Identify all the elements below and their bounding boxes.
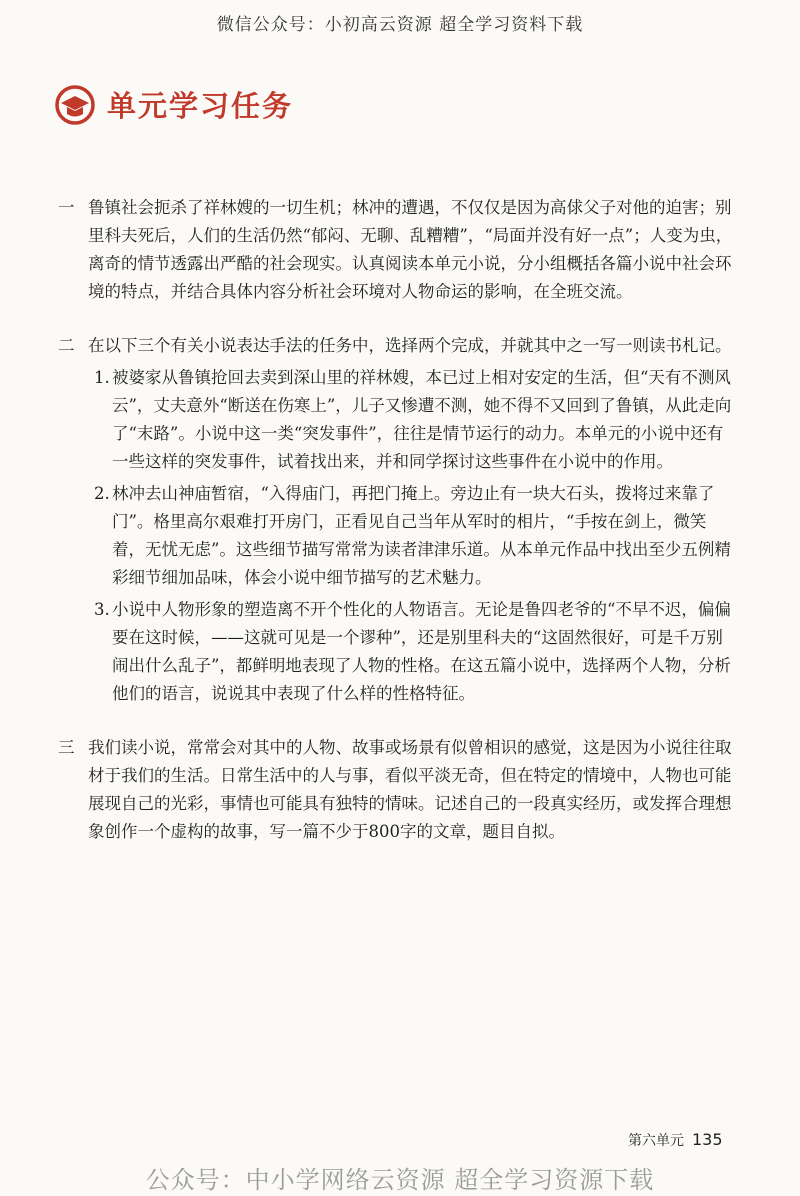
task-item	[58, 734, 738, 846]
task-list	[58, 194, 738, 872]
subtask-number: 1.	[94, 368, 110, 387]
graduation-cap-icon	[55, 85, 95, 125]
task-item	[58, 332, 738, 708]
subtask-item	[94, 364, 738, 476]
task-text: 在以下三个有关小说表达手法的任务中，选择两个完成，并就其中之一写一则读书札记。	[88, 336, 732, 355]
subtask-list	[88, 364, 738, 708]
subtask-number: 3.	[94, 600, 110, 619]
unit-label: 第六单元	[628, 1133, 684, 1149]
task-text: 鲁镇社会扼杀了祥林嫂的一切生机；林冲的遭遇，不仅仅是因为高俅父子对他的迫害；别里科夫死后，人们的生活仍然“郁闷、无聊、乱糟糟”，“局面并没有好一点”；人变为虫，离奇的情节透露出严酷的社会现实。认真阅读本单元小说，分小组概括各篇小说中社会环境的特点，并结合具体内容分析社会环境对人物命运的影响，在全班交流。	[88, 198, 733, 301]
bottom-watermark-banner: 公众号：中小学网络云资源 超全学习资源下载	[145, 1166, 655, 1194]
subtask-text: 小说中人物形象的塑造离不开个性化的人物语言。无论是鲁四老爷的“不早不迟，偏偏要在这时候，——这就可见是一个谬种”，还是别里科夫的“这固然很好，可是千万别闹出什么乱子”，都鲜明地表现了人物的性格。在这五篇小说中，选择两个人物，分析他们的语言，说说其中表现了什么样的性格特征。	[112, 600, 731, 703]
subtask-item	[94, 596, 738, 708]
task-marker: 一	[58, 198, 75, 217]
task-item	[58, 194, 738, 306]
top-watermark-banner: 微信公众号：小初高云资源 超全学习资料下载	[216, 15, 584, 35]
task-text: 我们读小说，常常会对其中的人物、故事或场景有似曾相识的感觉，这是因为小说往往取材于我们的生活。日常生活中的人与事，看似平淡无奇，但在特定的情境中，人物也可能展现自己的光彩，事情也可能具有独特的情味。记述自己的一段真实经历，或发挥合理想象创作一个虚构的故事，写一篇不少于800字的文章，题目自拟。	[88, 738, 732, 841]
page-number: 135	[692, 1130, 723, 1149]
section-title: 单元学习任务	[107, 89, 294, 123]
page-footer	[628, 1130, 723, 1150]
task-marker: 二	[58, 336, 75, 355]
section-heading	[55, 84, 293, 125]
subtask-item	[94, 480, 738, 592]
subtask-text: 林冲去山神庙暂宿，“入得庙门，再把门掩上。旁边止有一块大石头，拨将过来靠了门”。格里高尔艰难打开房门，正看见自己当年从军时的相片，“手按在剑上，微笑着，无忧无虑”。这些细节描写常常为读者津津乐道。从本单元作品中找出至少五例精彩细节细加品味，体会小说中细节描写的艺术魅力。	[112, 484, 731, 587]
task-marker: 三	[58, 738, 75, 757]
subtask-text: 被婆家从鲁镇抢回去卖到深山里的祥林嫂，本已过上相对安定的生活，但“天有不测风云”，丈夫意外“断送在伤寒上”，儿子又惨遭不测，她不得不又回到了鲁镇，从此走向了“末路”。小说中这一类“突发事件”，往往是情节运行的动力。本单元的小说中还有一些这样的突发事件，试着找出来，并和同学探讨这些事件在小说中的作用。	[112, 368, 732, 471]
subtask-number: 2.	[94, 484, 110, 503]
